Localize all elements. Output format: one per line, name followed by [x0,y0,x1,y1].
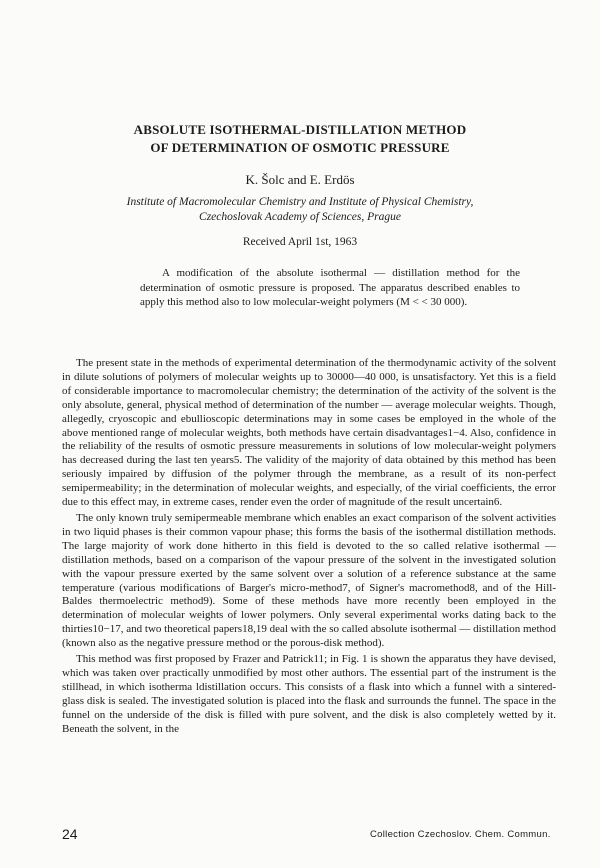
affiliation-line-1: Institute of Macromolecular Chemistry and Institute of Physical Chemistry, [126,196,474,208]
paragraph-3: This method was first proposed by Frazer and Patrick11; in Fig. 1 is shown the apparatus they have devised, which was taken over practically unmodified by most other authors. The essential part of the instrument is the stillhead, in which isotherma ldistillation occurs. This consists of a flask into which a funnel with a sintered-glass disk is sealed. The investigated solution is placed into the flask and surrounds the funnel. The space in the funnel on the underside of the disk is filled with pure solvent, and the disk is also completely wetted by it. Beneath the solvent, in the [62,653,556,735]
received-date: Received April 1st, 1963 [242,236,358,248]
paper-title-line-2: OF DETERMINATION OF OSMOTIC PRESSURE [150,140,450,155]
body-text [62,357,556,738]
abstract [140,266,520,310]
affiliation-line-2: Czechoslovak Academy of Sciences, Prague [199,211,401,223]
paragraph-2: The only known truly semipermeable membrane which enables an exact comparison of the solvent activities in two liquid phases is their common vapour phase; this forms the basis of the isothermal distillation methods. The large majority of work done hitherto in this field is devoted to the so called relative isothermal — distillation methods, based on a comparison of the vapour pressure of the solvent in the investigated solution with the vapour pressure exerted by the same solvent over a solution of a reference substance at the same temperature (various modifications of Barger's micro-method7, of Signer's macromethod8, and of the Hill-Baldes thermoelectric method9). Some of these methods have more recently been employed in the determination of molecular weights of lower polymers. Only several experimental works dating back to the thirties10−17, and two theoretical papers18,19 deal with the so called absolute isothermal — distillation method (known also as the negative pressure method or the porous-disk method). [62,511,556,650]
authors: K. Šolc and E. Erdös [245,172,355,187]
paragraph-1: The present state in the methods of experimental determination of the thermodynamic activity of the solvent in dilute solutions of polymers of molecular weights up to 30000—40 000, is unsatisfactory. Yet this is a field of considerable importance to macromolecular chemistry; the determination of the activity of the solvent is the only absolute, general, physical method of determination of the number — average molecular weights. Though, allegedly, cryoscopic and ebullioscopic determinations may in some cases be employed in the whole of the above mentioned range of molecular weights, both methods have certain disadvantages1−4. Also, confidence in the reliability of the results of osmotic pressure measurements in solutions of low molecular-weight polymers has decreased during the last ten years5. The validity of the majority of data obtained by this method has been seriously impaired by diffusion of the polymer through the membrane, as a result of its non-perfect semipermeability; in the determination of molecular weights, and especially, of the virial coefficients, the error due to this effect may, in extreme cases, render even the order of magnitude of the result uncertain6. [62,357,556,509]
paper-title-line-1: ABSOLUTE ISOTHERMAL-DISTILLATION METHOD [133,122,467,137]
page-number: 24 [62,826,78,842]
abstract-text: A modification of the absolute isothermal — distillation method for the determination of osmotic pressure is proposed. The apparatus described enables to apply this method also to low molecular-weight polymers (M < < 30 000). [140,267,520,308]
journal-name: Collection Czechoslov. Chem. Commun. [370,829,551,840]
